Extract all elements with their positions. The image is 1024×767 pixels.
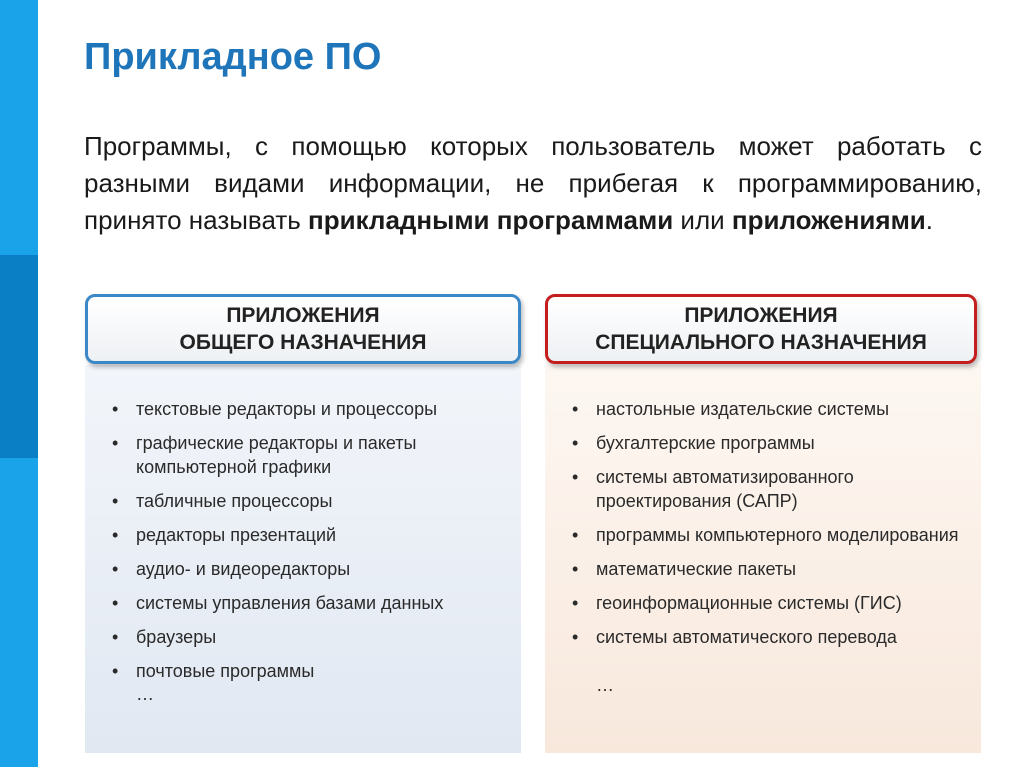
intro-term-applications: приложениями [731, 205, 926, 235]
list-item: • аудио- и видеоредакторы [112, 557, 512, 581]
list-item: • математические пакеты [572, 557, 972, 581]
list-item: • почтовые программы [112, 659, 512, 683]
list-item: • табличные процессоры [112, 489, 512, 513]
general-apps-header-line2: ОБЩЕГО НАЗНАЧЕНИЯ [179, 331, 427, 354]
accent-block [0, 255, 38, 458]
list-item: • браузеры [112, 625, 512, 649]
general-apps-header-line1: ПРИЛОЖЕНИЯ [226, 304, 380, 327]
intro-text-3: . [925, 205, 934, 235]
special-apps-list [572, 397, 972, 659]
slide-title: Прикладное ПО [84, 36, 382, 78]
list-item: • системы автоматизированного проектирования (САПР) [572, 465, 972, 513]
list-item: • текстовые редакторы и процессоры [112, 397, 512, 421]
general-apps-header [85, 294, 521, 364]
general-apps-ellipsis: … [136, 684, 154, 704]
list-item: • бухгалтерские программы [572, 431, 972, 455]
special-apps-header-line2: СПЕЦИАЛЬНОГО НАЗНАЧЕНИЯ [595, 331, 927, 354]
intro-text-2: или [673, 205, 732, 235]
general-apps-list [112, 397, 512, 693]
list-item: • системы управления базами данных [112, 591, 512, 615]
special-apps-header-line1: ПРИЛОЖЕНИЯ [684, 304, 838, 327]
list-item: • геоинформационные системы (ГИС) [572, 591, 972, 615]
intro-term-applied-programs: прикладными программами [308, 205, 674, 235]
list-item: • настольные издательские системы [572, 397, 972, 421]
list-item: • редакторы презентаций [112, 523, 512, 547]
intro-paragraph [84, 128, 982, 239]
list-item: • программы компьютерного моделирования [572, 523, 972, 547]
list-item: • графические редакторы и пакеты компьютерной графики [112, 431, 512, 479]
intro-text-1: Программы, с помощью которых пользователь может работать с разными видами информации, не прибегая к программированию, принято называть [84, 131, 982, 235]
special-apps-ellipsis: … [596, 675, 614, 695]
special-apps-header [545, 294, 977, 364]
list-item: • системы автоматического перевода [572, 625, 972, 649]
